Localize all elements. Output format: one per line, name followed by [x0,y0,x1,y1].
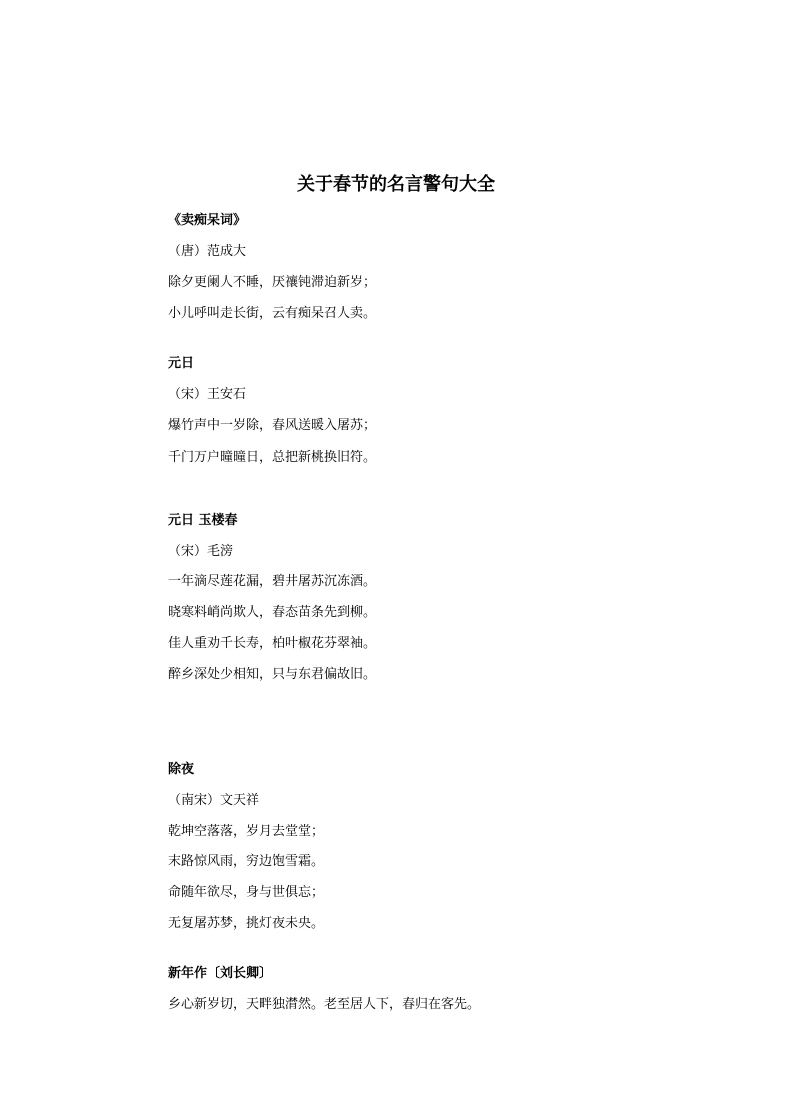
poem-author: （唐）范成大 [168,244,247,259]
poem-line: 小儿呼叫走长街，云有痴呆召人卖。 [168,306,377,321]
poem-heading: 除夜 [168,762,195,777]
poem-author: （宋）王安石 [168,387,247,402]
poem-line: 醉乡深处少相知，只与东君偏故旧。 [168,667,377,682]
poem-line: 无复屠苏梦，挑灯夜未央。 [168,916,325,931]
poem-line: 末路惊风雨，穷边饱雪霜。 [168,854,325,869]
poem-heading: 《卖痴呆词》 [168,213,247,228]
poem-author: （宋）毛滂 [168,544,234,559]
poem-author: （南宋）文天祥 [168,793,260,808]
poem-line: 命随年欲尽，身与世俱忘； [168,885,325,900]
document-title: 关于春节的名言警句大全 [297,174,495,195]
poem-heading: 新年作〔刘长卿〕 [168,966,273,981]
poem-line: 一年滴尽莲花漏，碧井屠苏沉冻酒。 [168,574,377,589]
poem-line: 佳人重劝千长寿，柏叶椒花芬翠袖。 [168,636,377,651]
poem-heading: 元日 玉楼春 [168,513,238,528]
poem-line: 千门万户曈曈日，总把新桃换旧符。 [168,450,377,465]
poem-line: 乡心新岁切，天畔独潸然。老至居人下，春归在客先。 [168,997,481,1012]
poem-heading: 元日 [168,356,195,371]
poem-line: 乾坤空落落，岁月去堂堂； [168,824,325,839]
poem-line: 晓寒料峭尚欺人，春态苗条先到柳。 [168,605,377,620]
poem-line: 爆竹声中一岁除，春风送暖入屠苏； [168,418,377,433]
poem-line: 除夕更阑人不睡，厌禳钝滞迫新岁； [168,275,377,290]
